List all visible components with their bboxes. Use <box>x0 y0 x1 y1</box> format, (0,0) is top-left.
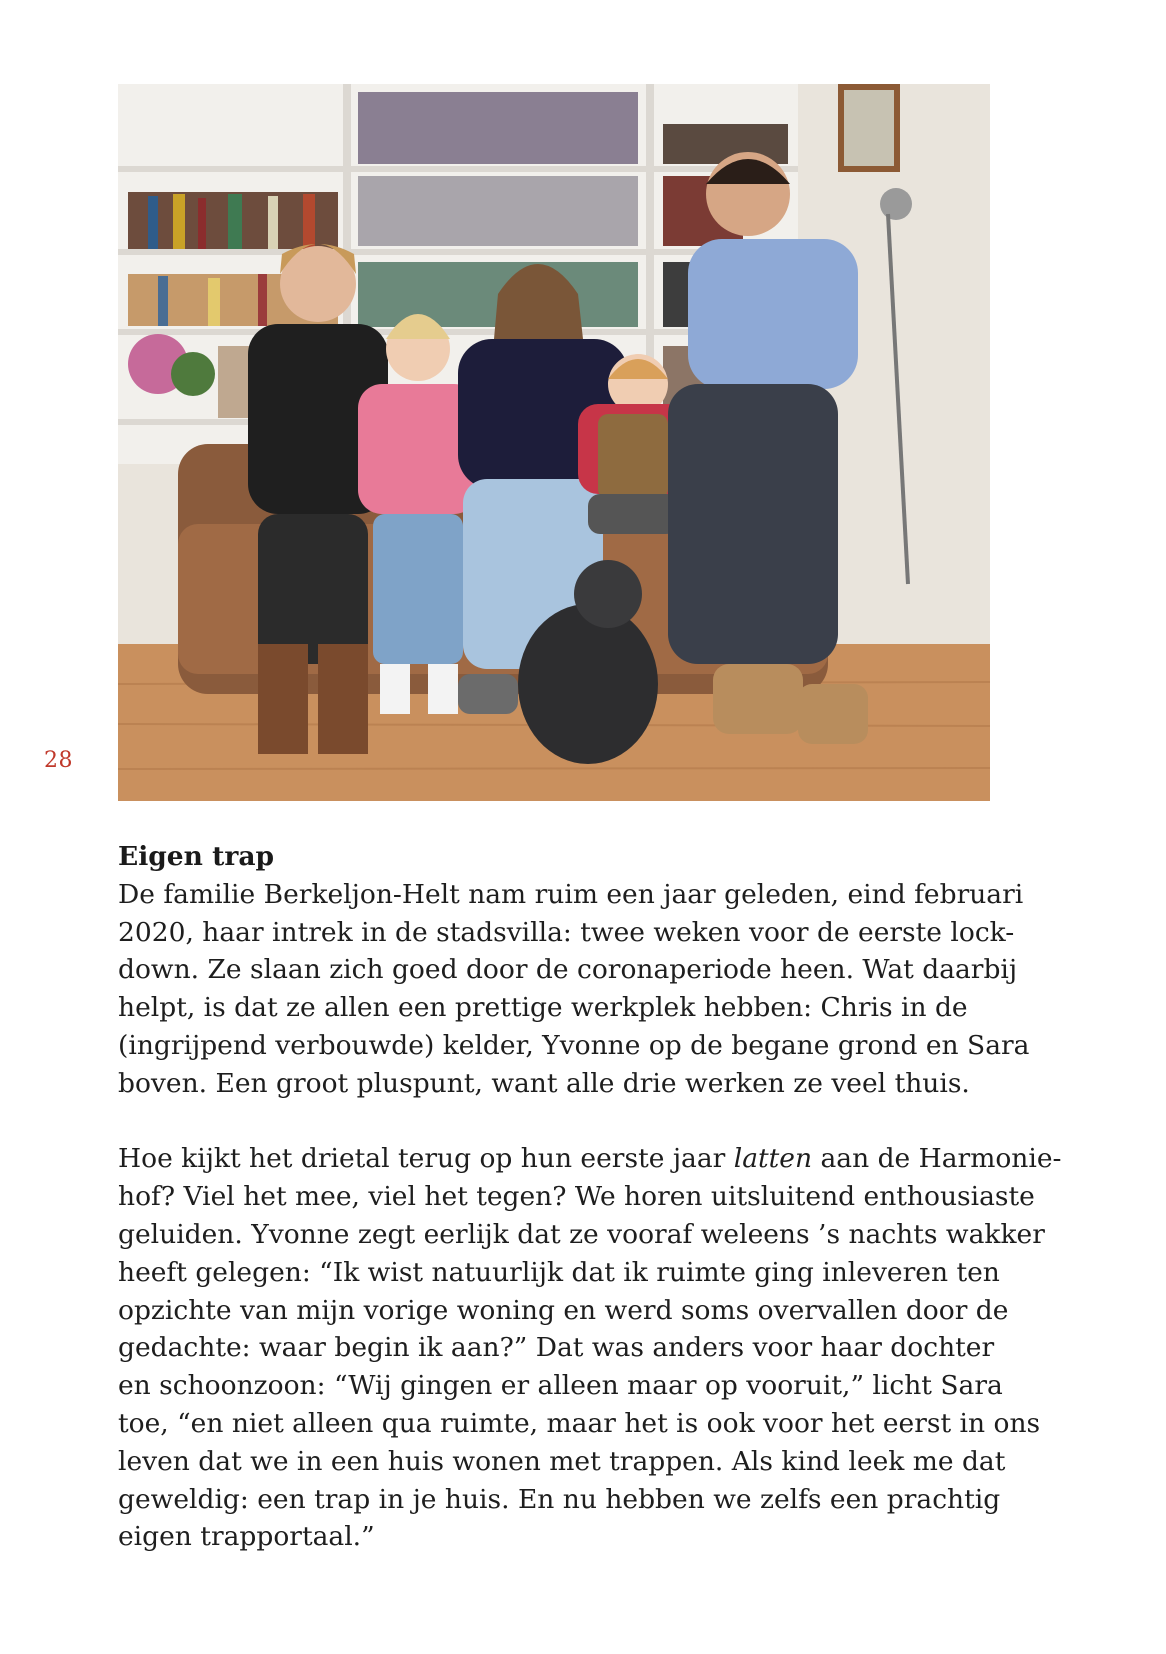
text-run: Hoe kijkt het drietal terug op hun eerste jaar <box>118 1143 734 1175</box>
text-line: opzichte van mijn vorige woning en werd soms overvallen door de <box>118 1294 1009 1326</box>
page-number: 28 <box>44 748 73 773</box>
family-photo <box>118 84 990 801</box>
text-line: heeft gelegen: “Ik wist natuurlijk dat ik ruimte ging inleveren ten <box>118 1256 1000 1288</box>
text-line: 2020, haar intrek in de stadsvilla: twee weken voor de eerste lock- <box>118 916 1015 948</box>
text-line <box>118 1140 1062 1178</box>
text-line: leven dat we in een huis wonen met trappen. Als kind leek me dat <box>118 1445 1006 1477</box>
italic-term: latten <box>733 1143 813 1175</box>
text-run: aan de Harmonie- <box>812 1143 1062 1175</box>
text-line: hof? Viel het mee, viel het tegen? We horen uitsluitend enthousiaste <box>118 1181 1035 1213</box>
text-line: toe, “en niet alleen qua ruimte, maar het is ook voor het eerst in ons <box>118 1407 1041 1439</box>
article <box>118 838 1062 1556</box>
section-heading: Eigen trap <box>118 841 275 872</box>
text-line: eigen trapportaal.” <box>118 1521 375 1553</box>
text-line: boven. Een groot pluspunt, want alle drie werken ze veel thuis. <box>118 1067 970 1099</box>
text-line: helpt, is dat ze allen een prettige werkplek hebben: Chris in de <box>118 992 968 1024</box>
paragraph-1 <box>118 876 1030 1103</box>
text-line: De familie Berkeljon-Helt nam ruim een jaar geleden, eind februari <box>118 878 1024 910</box>
text-line: (ingrijpend verbouwde) kelder, Yvonne op de begane grond en Sara <box>118 1029 1030 1061</box>
text-line: geweldig: een trap in je huis. En nu hebben we zelfs een prachtig <box>118 1483 1001 1515</box>
text-line: gedachte: waar begin ik aan?” Dat was anders voor haar dochter <box>118 1332 995 1364</box>
text-line: en schoonzoon: “Wij gingen er alleen maar op vooruit,” licht Sara <box>118 1370 1003 1402</box>
paragraph-2 <box>118 1140 1062 1556</box>
text-line: down. Ze slaan zich goed door de coronaperiode heen. Wat daarbij <box>118 954 1018 986</box>
text-line: geluiden. Yvonne zegt eerlijk dat ze vooraf weleens ’s nachts wakker <box>118 1218 1045 1250</box>
